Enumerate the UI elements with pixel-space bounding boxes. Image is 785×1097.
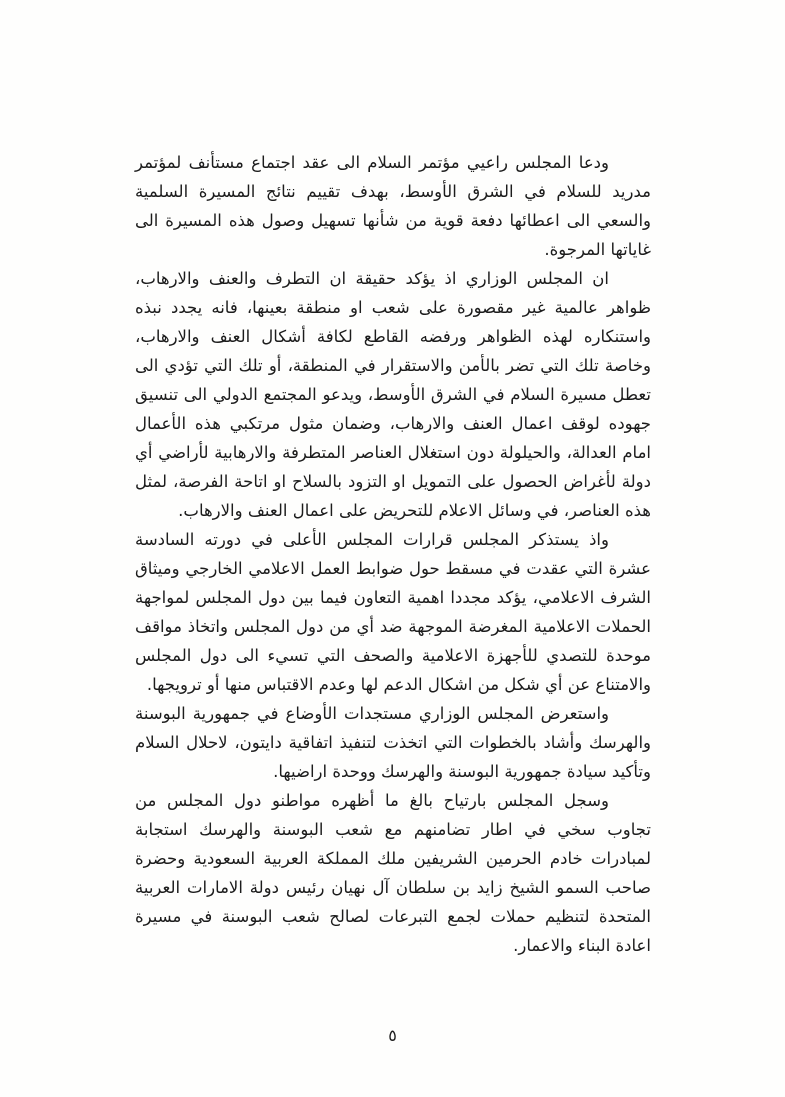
page-number: ٥ <box>388 1026 397 1045</box>
paragraph-2: ان المجلس الوزاري اذ يؤكد حقيقة ان التطرف والعنف والارهاب، ظواهر عالمية غير مقصورة على شعب او منطقة بعينها، فانه يجدد نبذه واستنكاره لهذه الظواهر ورفضه القاطع لكافة أشكال العنف والارهاب، وخاصة تلك التي تضر بالأمن والاستقرار في المنطقة، أو تلك التي تؤدي الى تعطل مسيرة السلام في الشرق الأوسط، ويدعو المجتمع الدولي الى تنسيق جهوده لوقف اعمال العنف والارهاب، وضمان مثول مرتكبي هذه الأعمال امام العدالة، والحيلولة دون استغلال العناصر المتطرفة والارهابية لأراضي أي دولة لأغراض الحصول على التمويل او التزود بالسلاح او اتاحة الفرصة، لمثل هذه العناصر، في وسائل الاعلام للتحريض على اعمال العنف والارهاب. <box>135 269 651 520</box>
paragraph-5: وسجل المجلس بارتياح بالغ ما أظهره مواطنو دول المجلس من تجاوب سخي في اطار تضامنهم مع شعب البوسنة والهرسك استجابة لمبادرات خادم الحرمين الشريفين ملك المملكة العربية السعودية وحضرة صاحب السمو الشيخ زايد بن سلطان آل نهيان رئيس دولة الامارات العربية المتحدة لتنظيم حملات لجمع التبرعات لصالح شعب البوسنة في مسيرة اعادة البناء والاعمار. <box>135 791 651 955</box>
paragraph-4: واستعرض المجلس الوزاري مستجدات الأوضاع في جمهورية البوسنة والهرسك وأشاد بالخطوات التي اتخذت لتنفيذ اتفاقية دايتون، لاحلال السلام وتأكيد سيادة جمهورية البوسنة والهرسك ووحدة اراضيها. <box>135 704 651 781</box>
document-body <box>135 148 651 960</box>
paragraph-1: ودعا المجلس راعيي مؤتمر السلام الى عقد اجتماع مستأنف لمؤتمر مدريد للسلام في الشرق الأوسط، بهدف تقييم نتائج المسيرة السلمية والسعي الى اعطائها دفعة قوية من شأنها تسهيل وصول هذه المسيرة الى غاياتها المرجوة. <box>135 153 651 259</box>
paragraph-3: واذ يستذكر المجلس قرارات المجلس الأعلى في دورته السادسة عشرة التي عقدت في مسقط حول ضوابط العمل الاعلامي الخارجي وميثاق الشرف الاعلامي، يؤكد مجددا اهمية التعاون فيما بين دول المجلس لمواجهة الحملات الاعلامية المغرضة الموجهة ضد أي من دول المجلس واتخاذ مواقف موحدة للتصدي للأجهزة الاعلامية والصحف التي تسيء الى دول المجلس والامتناع عن أي شكل من اشكال الدعم لها وعدم الاقتباس منها أو ترويجها. <box>135 530 651 694</box>
